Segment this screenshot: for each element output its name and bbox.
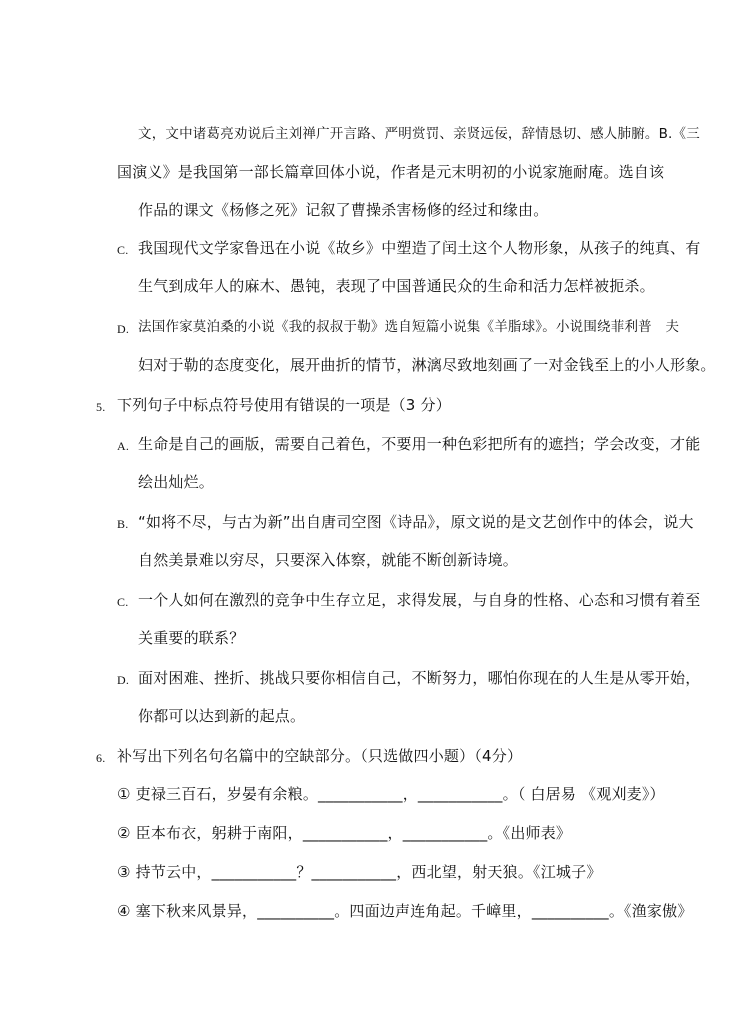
q5-option-d-label: D.	[117, 673, 130, 687]
q5-option-a-label: A.	[117, 439, 130, 453]
q5-option-d-line-1: 面对困难、挫折、挑战只要你相信自己，不断努力，哪怕你现在的人生是从零开始，	[138, 669, 701, 687]
q4-b-line-2: 国演义》是我国第一部长篇章回体小说，作者是元末明初的小说家施耐庵。选自该	[117, 163, 665, 181]
q5-option-a-line-2: 绘出灿烂。	[138, 473, 215, 491]
q5-option-a-line-1: 生命是自己的画版，需要自己着色，不要用一种色彩把所有的遮挡；学会改变，才能	[138, 435, 701, 453]
q6-item-3: ③ 持节云中，___________？___________，西北望，射天狼。《江城子》	[117, 863, 602, 881]
q6-stem: 补写出下列名句名篇中的空缺部分。（只选做四小题）（4分）	[117, 747, 523, 765]
q4-option-d-line-1: 法国作家莫泊桑的小说《我的叔叔于勒》选自短篇小说集《羊脂球》。小说围绕菲利普 夫	[138, 319, 680, 335]
q5-option-c-line-2: 关重要的联系？	[138, 629, 245, 647]
q4-option-c-label: C.	[117, 243, 129, 257]
q6-item-4: ④ 塞下秋来风景异，__________。四面边声连角起。千嶂里，__________。《渔家傲》	[117, 902, 693, 920]
q4-option-d-line-2: 妇对于勒的态度变化，展开曲折的情节，淋漓尽致地刻画了一对金钱至上的小人形象。	[138, 356, 716, 374]
q4-option-c-line-2: 生气到成年人的麻木、愚钝，表现了中国普通民众的生命和活力怎样被扼杀。	[138, 277, 655, 295]
q5-option-c-line-1: 一个人如何在激烈的竞争中生存立足，求得发展，与自身的性格、心态和习惯有着至	[138, 591, 701, 609]
q4-b-line-1: 文，文中诸葛亮劝说后主刘禅广开言路、严明赏罚、亲贤远佞，辞情恳切、感人肺腑。B.《三	[138, 126, 700, 142]
q5-option-b-label: B.	[117, 517, 129, 531]
q5-stem: 下列句子中标点符号使用有错误的一项是（3 分）	[117, 396, 451, 414]
q6-item-2: ② 臣本布衣，躬耕于南阳，___________，___________。《出师表》	[117, 824, 572, 842]
q5-option-d-line-2: 你都可以达到新的起点。	[138, 707, 306, 725]
q4-b-line-3: 作品的课文《杨修之死》记叙了曹操杀害杨修的经过和缘由。	[138, 201, 549, 219]
q5-number: 5.	[96, 400, 106, 414]
q6-number: 6.	[96, 751, 106, 765]
q5-option-b-line-1: “如将不尽，与古为新”出自唐司空图《诗品》，原文说的是文艺创作中的体会，说大	[138, 513, 694, 531]
q6-item-1: ① 吏禄三百石，岁晏有余粮。___________，___________。（ 白居易 《观刈麦》）	[117, 785, 665, 803]
q4-option-c-line-1: 我国现代文学家鲁迅在小说《故乡》中塑造了闰土这个人物形象，从孩子的纯真、有	[138, 239, 701, 257]
q5-option-c-label: C.	[117, 595, 129, 609]
q5-option-b-line-2: 自然美景难以穷尽，只要深入体察，就能不断创新诗境。	[138, 551, 519, 569]
q4-option-d-label: D.	[117, 322, 130, 336]
